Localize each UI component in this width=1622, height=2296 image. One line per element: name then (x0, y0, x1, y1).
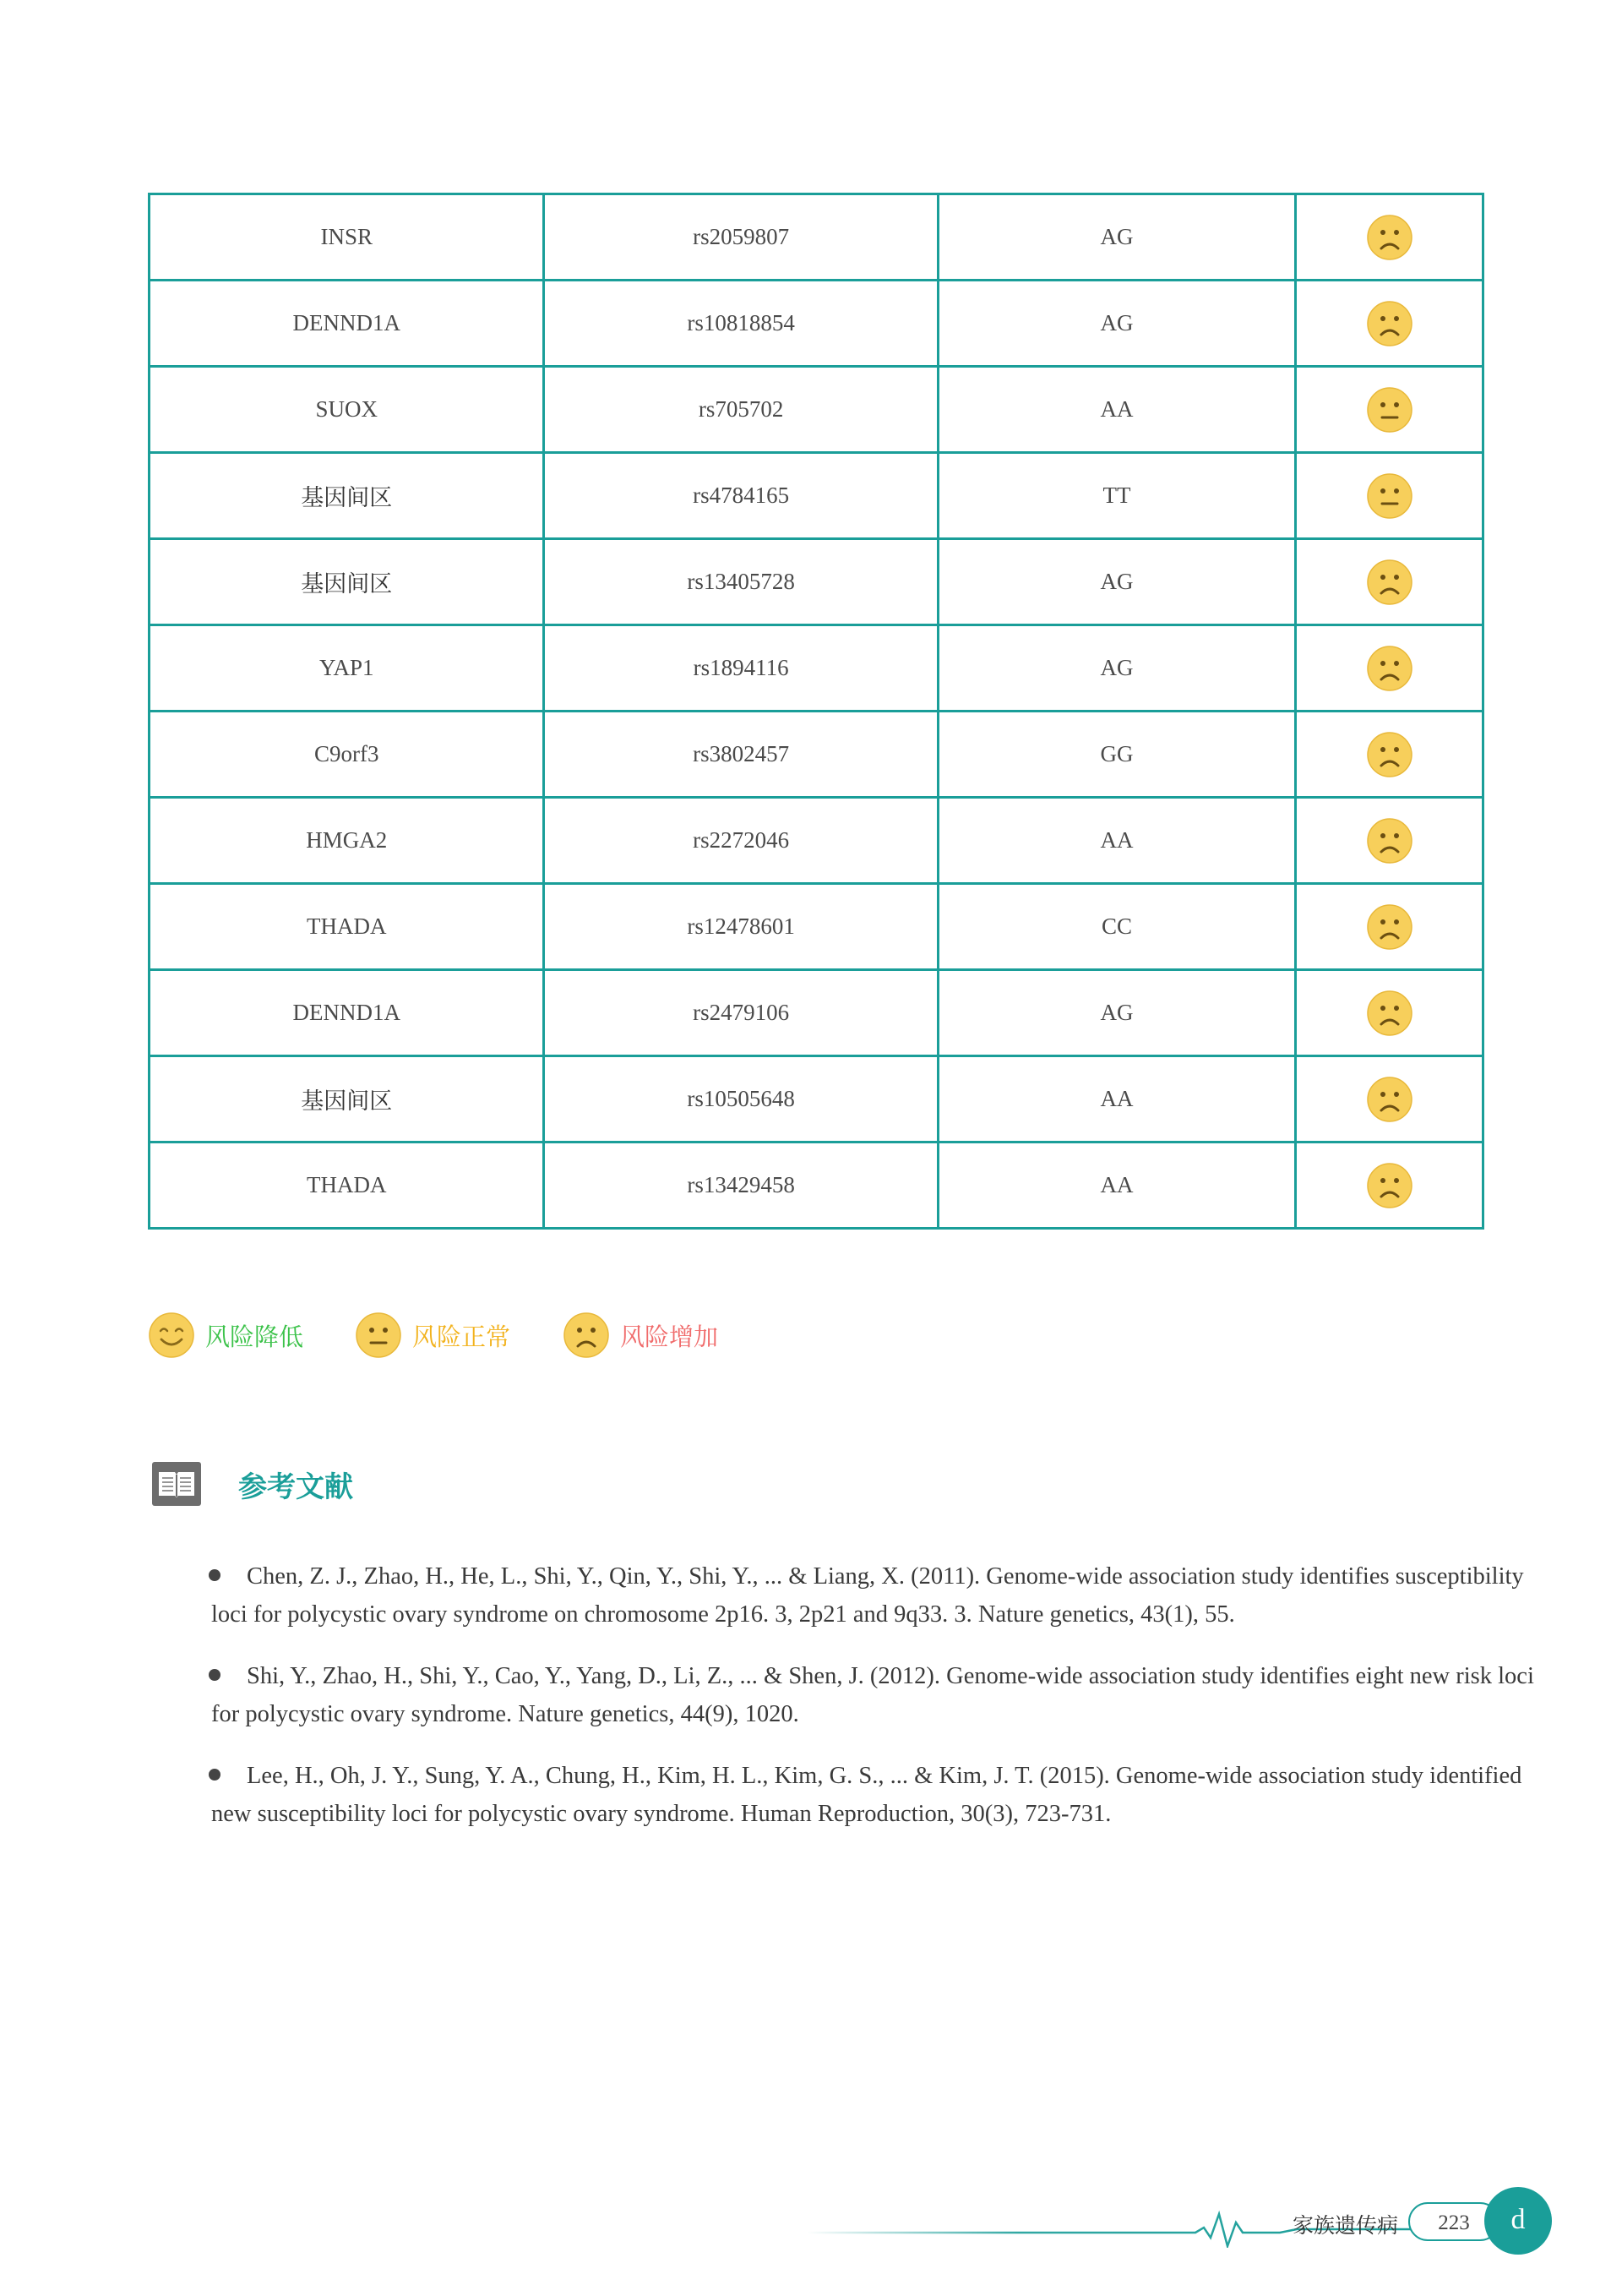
rsid-cell: rs13429458 (544, 1143, 938, 1229)
sad-face-icon (1366, 645, 1413, 692)
table-row (150, 281, 1483, 367)
sad-face-icon (1366, 990, 1413, 1037)
gene-cell: 基因间区 (150, 539, 544, 625)
genotype-cell: AG (938, 970, 1295, 1056)
references-title: 参考文献 (238, 1470, 353, 1504)
genotype-cell: AG (938, 194, 1295, 281)
genotype-cell: CC (938, 884, 1295, 970)
genotype-cell: GG (938, 712, 1295, 798)
reference-item: Shi, Y., Zhao, H., Shi, Y., Cao, Y., Yang, D., Li, Z., ... & Shen, J. (2012). Genome-wide association study identifies eight new risk loci for polycystic ovary syndrome. Nature genetics, 44(9), 1020. (211, 1663, 1534, 1727)
rsid-cell: rs1894116 (544, 625, 938, 712)
gene-cell: 基因间区 (150, 453, 544, 539)
genotype-cell: AG (938, 281, 1295, 367)
rsid-cell: rs4784165 (544, 453, 938, 539)
sad-face-icon (563, 1312, 610, 1359)
legend-reduced (148, 1310, 303, 1361)
table-row (150, 1143, 1483, 1229)
page-number: 223 (1408, 2202, 1500, 2241)
sad-face-icon (1366, 1076, 1413, 1123)
legend-increased-label: 风险增加 (620, 1322, 719, 1351)
genotype-cell: AA (938, 1143, 1295, 1229)
rsid-cell: rs10505648 (544, 1056, 938, 1143)
gene-cell: 基因间区 (150, 1056, 544, 1143)
table-body (150, 194, 1483, 1229)
gene-cell: THADA (150, 884, 544, 970)
sad-face-icon (1366, 731, 1413, 778)
legend-reduced-label: 风险降低 (205, 1322, 304, 1351)
genotype-cell: AA (938, 367, 1295, 453)
neutral-face-icon (1366, 386, 1413, 434)
page-badge: d (1484, 2187, 1552, 2255)
sad-face-icon (1366, 214, 1413, 261)
references-header (152, 1462, 353, 1506)
genotype-cell: TT (938, 453, 1295, 539)
risk-cell (1296, 1143, 1483, 1229)
rsid-cell: rs705702 (544, 367, 938, 453)
sad-face-icon (1366, 300, 1413, 347)
rsid-cell: rs2479106 (544, 970, 938, 1056)
rsid-cell: rs12478601 (544, 884, 938, 970)
table-row (150, 712, 1483, 798)
table-row (150, 625, 1483, 712)
genotype-cell: AA (938, 798, 1295, 884)
legend-increased (563, 1310, 718, 1361)
gene-cell: DENND1A (150, 970, 544, 1056)
table-row (150, 884, 1483, 970)
genotype-cell: AG (938, 625, 1295, 712)
risk-cell (1296, 367, 1483, 453)
rsid-cell: rs13405728 (544, 539, 938, 625)
table-row (150, 367, 1483, 453)
smile-face-icon (148, 1312, 195, 1359)
legend-normal (355, 1310, 510, 1361)
neutral-face-icon (355, 1312, 402, 1359)
table-row (150, 798, 1483, 884)
risk-cell (1296, 194, 1483, 281)
reference-item: Lee, H., Oh, J. Y., Sung, Y. A., Chung, H., Kim, H. L., Kim, G. S., ... & Kim, J. T. (2015). Genome-wide association study identified new susceptibility loci for polycystic ovary syndrome. Human Reproduction, 30(3), 723-731. (211, 1763, 1522, 1827)
risk-cell (1296, 539, 1483, 625)
legend-normal-label: 风险正常 (412, 1322, 511, 1351)
book-icon (152, 1462, 201, 1506)
genotype-cell: AG (938, 539, 1295, 625)
sad-face-icon (1366, 559, 1413, 606)
rsid-cell: rs10818854 (544, 281, 938, 367)
table-row (150, 1056, 1483, 1143)
gene-cell: SUOX (150, 367, 544, 453)
table-row (150, 970, 1483, 1056)
risk-cell (1296, 712, 1483, 798)
rsid-cell: rs2059807 (544, 194, 938, 281)
table-row (150, 539, 1483, 625)
risk-cell (1296, 281, 1483, 367)
table-row (150, 194, 1483, 281)
rsid-cell: rs2272046 (544, 798, 938, 884)
genotype-cell: AA (938, 1056, 1295, 1143)
sad-face-icon (1366, 1162, 1413, 1209)
risk-cell (1296, 798, 1483, 884)
reference-item: Chen, Z. J., Zhao, H., He, L., Shi, Y., Qin, Y., Shi, Y., ... & Liang, X. (2011). Genome-wide association study identifies susceptibility loci for polycystic ovary syndrome on chromosome 2p16. 3, 2p21 and 9q33. 3. Nature genetics, 43(1), 55. (211, 1563, 1524, 1628)
gene-cell: C9orf3 (150, 712, 544, 798)
gene-cell: YAP1 (150, 625, 544, 712)
rsid-cell: rs3802457 (544, 712, 938, 798)
table-row (150, 453, 1483, 539)
gene-cell: DENND1A (150, 281, 544, 367)
gene-cell: INSR (150, 194, 544, 281)
risk-cell (1296, 970, 1483, 1056)
sad-face-icon (1366, 903, 1413, 951)
gene-cell: HMGA2 (150, 798, 544, 884)
genotype-table (148, 193, 1484, 1230)
risk-cell (1296, 453, 1483, 539)
gene-cell: THADA (150, 1143, 544, 1229)
risk-cell (1296, 884, 1483, 970)
neutral-face-icon (1366, 472, 1413, 520)
footer-title: 家族遗传病 (1293, 2213, 1399, 2238)
risk-cell (1296, 1056, 1483, 1143)
sad-face-icon (1366, 817, 1413, 864)
risk-cell (1296, 625, 1483, 712)
